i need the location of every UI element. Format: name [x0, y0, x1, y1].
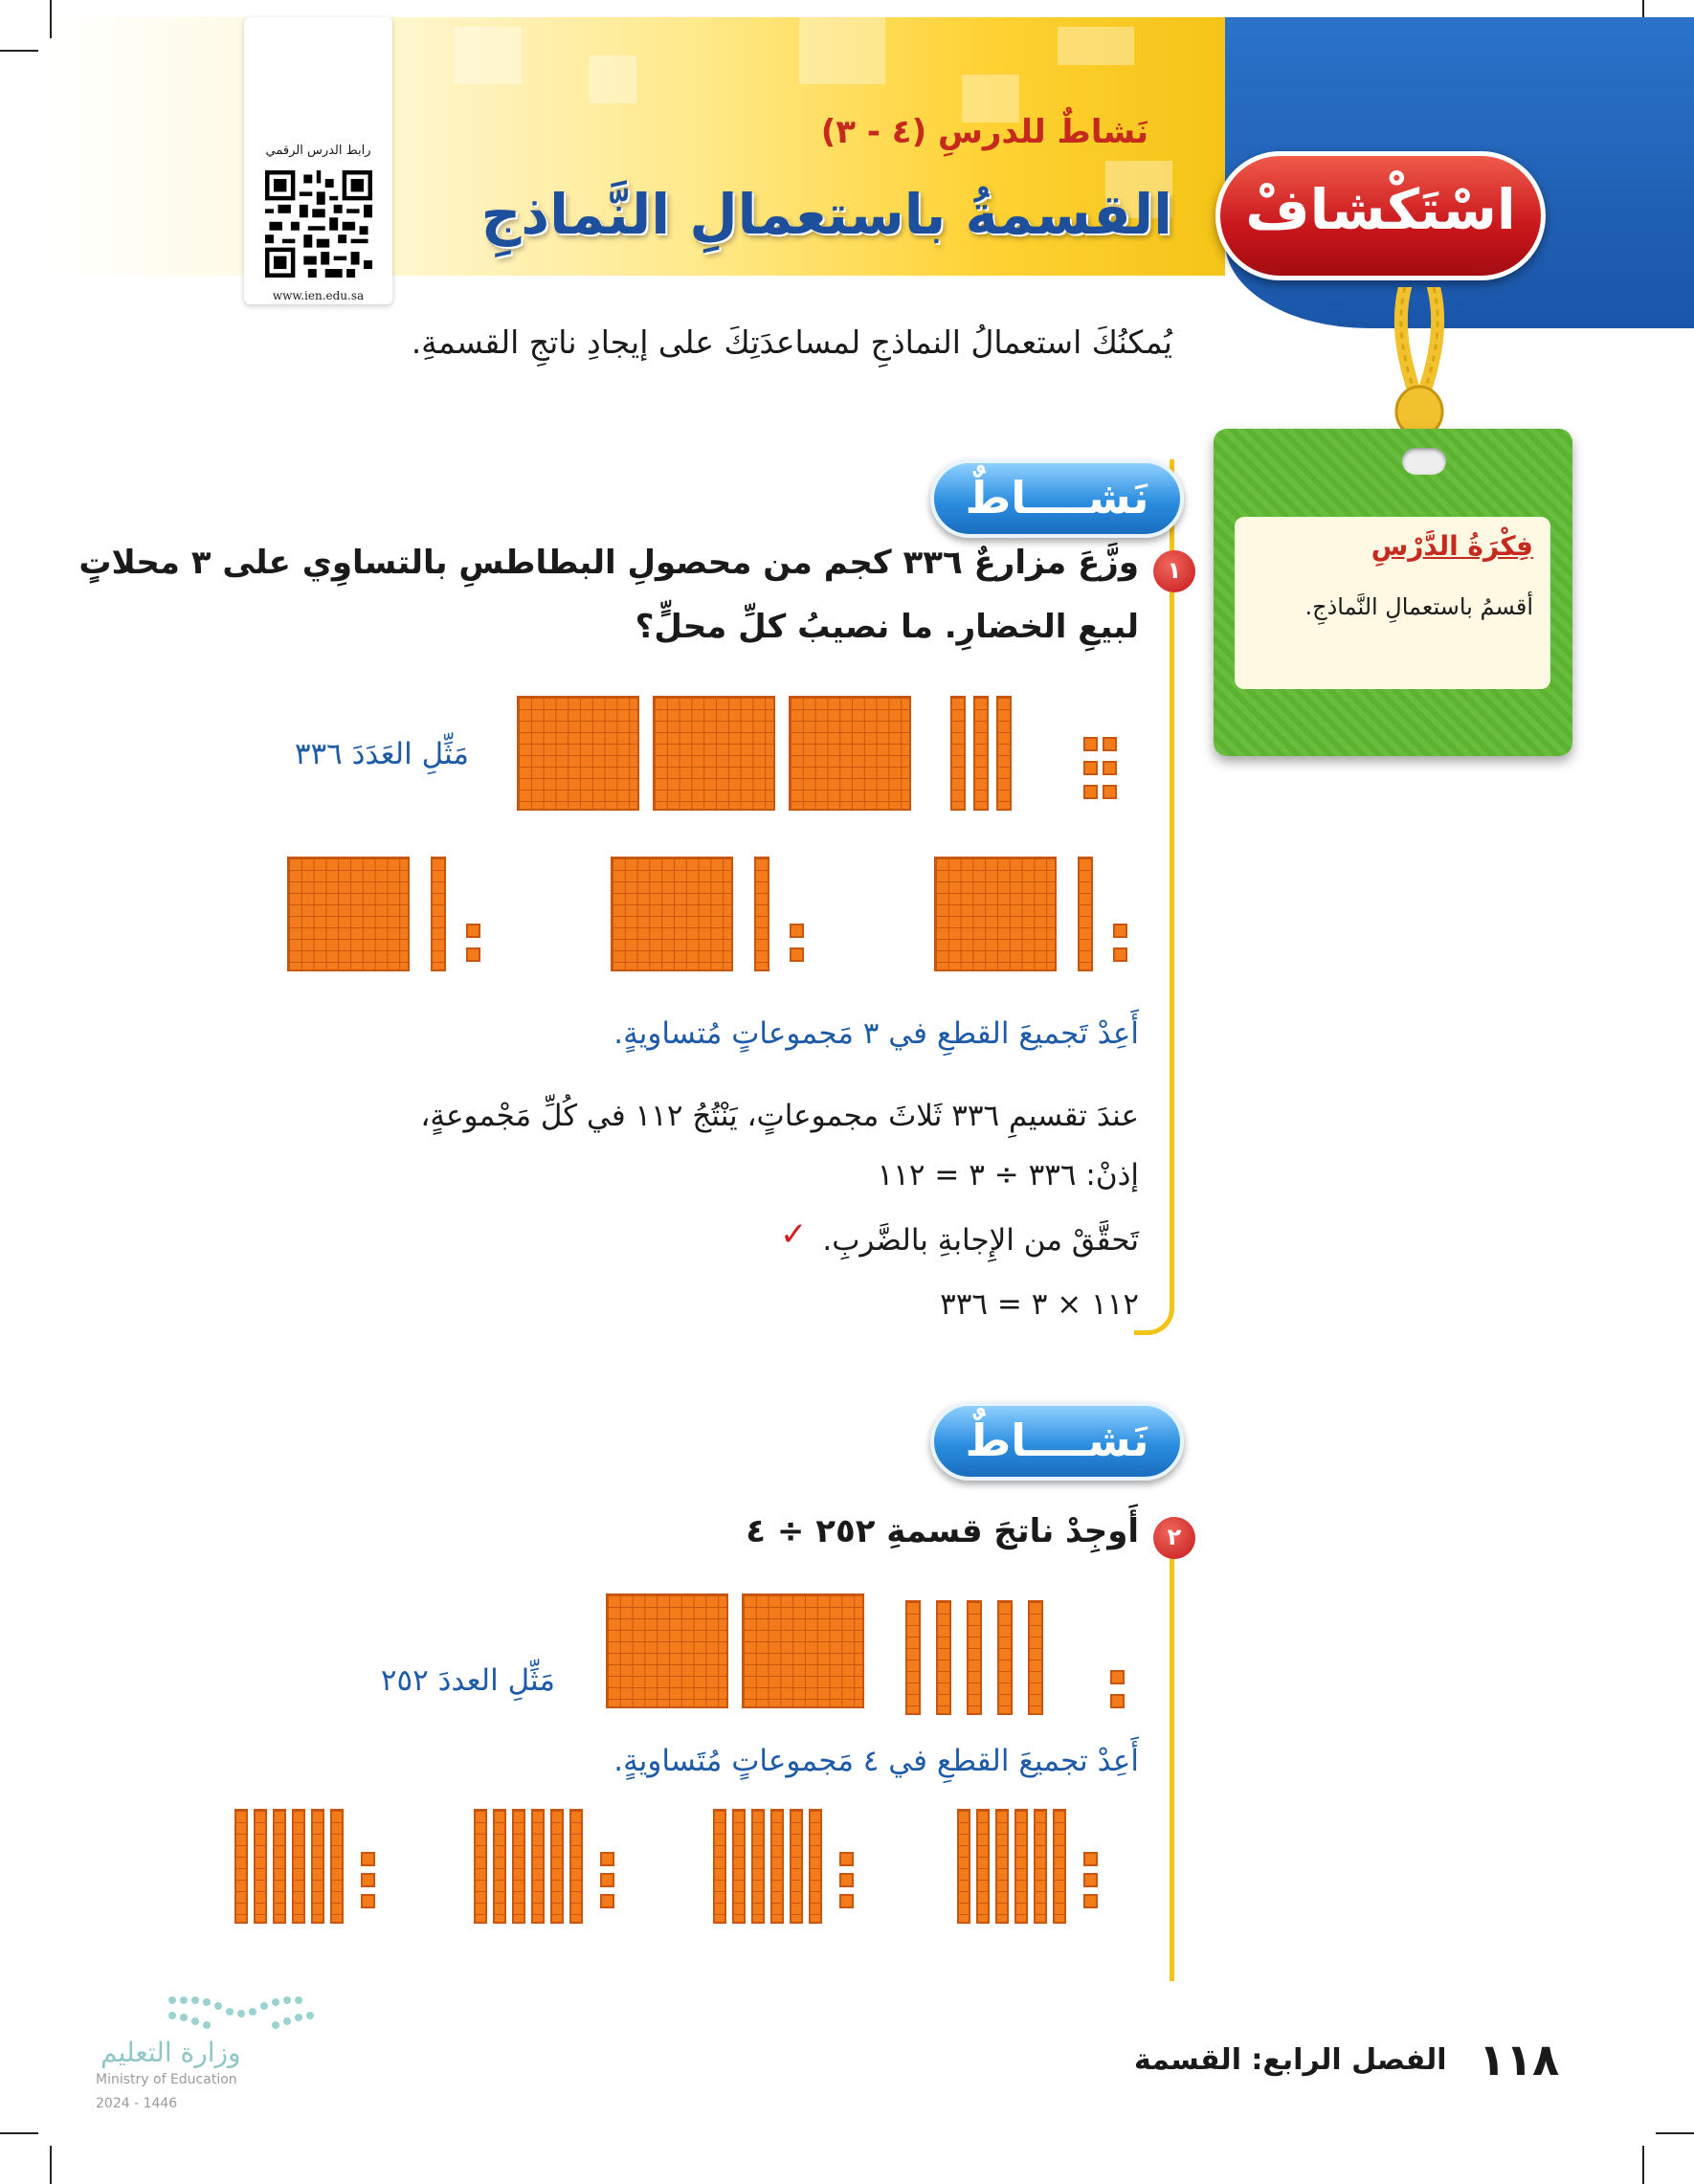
ones-unit — [1110, 1670, 1125, 1684]
ones-unit — [790, 947, 804, 962]
page-title: القسمةُ باستعمالِ النَّماذجِ — [480, 182, 1172, 247]
tens-rod — [936, 1600, 951, 1715]
hundreds-flat — [742, 1593, 864, 1708]
ministry-logo-icon — [163, 1991, 316, 2039]
regroup-label: أَعِدْ تَجميعَ القطعِ في ٣ مَجموعاتٍ مُتساويةٍ. — [613, 1016, 1139, 1051]
ones-unit — [839, 1873, 854, 1887]
explanation-text: عندَ تقسيمِ ٣٣٦ ثَلاثَ مجموعاتٍ، يَنْتُجُ ١١٢ في كُلِّ مَجْموعةٍ، — [420, 1099, 1139, 1133]
tens-rod — [1014, 1809, 1028, 1924]
ministry-name-ar: وزارة التعليم — [100, 2037, 241, 2068]
tens-rod — [431, 857, 446, 971]
bracket-line — [1134, 1517, 1174, 1981]
ones-unit — [361, 1873, 375, 1887]
crop-mark — [50, 2146, 52, 2184]
tens-rod — [1034, 1809, 1047, 1924]
tens-rod — [1028, 1600, 1043, 1715]
lesson-idea-text: أقسمُ باستعمالِ النَّماذجِ. — [1304, 593, 1533, 620]
tens-rod — [997, 1600, 1013, 1715]
bracket-line — [1134, 536, 1174, 1335]
tens-rod — [234, 1809, 248, 1924]
question-number: ١ — [1153, 550, 1195, 592]
question-line: لبيعِ الخضارِ. ما نصيبُ كلِّ محلٍّ؟ — [635, 608, 1139, 646]
ones-unit — [839, 1852, 854, 1866]
ones-unit — [1103, 761, 1117, 775]
hundreds-flat — [611, 857, 733, 971]
regroup-label: أَعِدْ تجميعَ القطعِ في ٤ مَجموعاتٍ مُتَساويةٍ. — [613, 1744, 1139, 1778]
tens-rod — [790, 1809, 803, 1924]
tens-rod — [995, 1809, 1009, 1924]
check-text: تَحقَّقْ من الإِجابةِ بالضَّربِ. — [822, 1223, 1139, 1258]
crop-mark — [0, 2132, 38, 2134]
card-hole — [1402, 448, 1446, 475]
tens-rod — [905, 1600, 921, 1715]
crop-mark — [50, 0, 52, 38]
question-number: ٢ — [1153, 1517, 1195, 1559]
lesson-idea-box — [1235, 517, 1550, 689]
ones-unit — [1083, 1873, 1098, 1887]
tens-rod — [493, 1809, 506, 1924]
tens-rod — [770, 1809, 784, 1924]
hundreds-flat — [287, 857, 410, 971]
tens-rod — [531, 1809, 545, 1924]
qr-code-icon[interactable] — [265, 170, 372, 278]
product-text: ١١٢ × ٣ = ٣٣٦ — [940, 1287, 1139, 1322]
tens-rod — [311, 1809, 324, 1924]
model-label: مَثِّلِ العددَ ٢٥٢ — [380, 1663, 555, 1698]
hundreds-flat — [789, 696, 911, 811]
tens-rod — [754, 857, 769, 971]
ones-unit — [361, 1894, 375, 1908]
check-mark-icon: ✓ — [780, 1215, 808, 1254]
ministry-year: 2024 - 1446 — [96, 2096, 178, 2111]
chapter-title: الفصل الرابع: القسمة — [1134, 2043, 1447, 2077]
question-line: أَوجِدْ ناتجَ قسمةِ ٢٥٢ ÷ ٤ — [746, 1512, 1139, 1550]
tens-rod — [713, 1809, 726, 1924]
ones-unit — [1113, 947, 1127, 962]
qr-url[interactable]: www.ien.edu.sa — [272, 289, 365, 302]
hundreds-flat — [606, 1593, 728, 1708]
tens-rod — [996, 696, 1012, 811]
ones-unit — [1083, 1852, 1098, 1866]
tens-rod — [330, 1809, 344, 1924]
intro-text: يُمكنُكَ استعمالُ النماذجِ لمساعدَتِكَ على إيجادِ ناتجِ القسمةِ. — [411, 323, 1172, 361]
activity-pill: نَشــــاطٌ — [930, 459, 1184, 538]
ones-unit — [1103, 785, 1117, 799]
tens-rod — [474, 1809, 487, 1924]
ones-unit — [466, 924, 480, 938]
crop-mark — [0, 50, 38, 52]
tens-rod — [550, 1809, 564, 1924]
explore-label: اسْتَكْشافْ — [1245, 177, 1516, 242]
crop-mark — [1642, 2146, 1644, 2184]
equation-text: إذنْ: ٣٣٦ ÷ ٣ = ١١٢ — [877, 1158, 1139, 1192]
crop-mark — [1656, 2132, 1694, 2134]
model-label: مَثِّلِ العَدَدَ ٣٣٦ — [294, 737, 469, 771]
hundreds-flat — [934, 857, 1057, 971]
tens-rod — [273, 1809, 286, 1924]
ones-unit — [600, 1852, 614, 1866]
ones-unit — [361, 1852, 375, 1866]
question-line: وزَّعَ مزارعٌ ٣٣٦ كجم من محصولِ البطاطسِ بالتساوِي على ٣ محلاتٍ — [78, 544, 1139, 582]
qr-card[interactable] — [244, 17, 392, 304]
tens-rod — [1053, 1809, 1066, 1924]
tens-rod — [751, 1809, 765, 1924]
lesson-idea-title: فِكْرَةُ الدَّرْسِ — [1371, 530, 1533, 562]
activity-title: نَشاطٌ للدرسِ (٤ - ٣) — [820, 113, 1148, 151]
explore-badge — [1215, 151, 1546, 280]
tens-rod — [732, 1809, 746, 1924]
tens-rod — [254, 1809, 267, 1924]
ones-unit — [1110, 1694, 1125, 1708]
ministry-name-en: Ministry of Education — [96, 2072, 237, 2087]
ones-unit — [839, 1894, 854, 1908]
ones-unit — [600, 1873, 614, 1887]
ones-unit — [1113, 924, 1127, 938]
tens-rod — [809, 1809, 822, 1924]
ones-unit — [1083, 761, 1098, 775]
tens-rod — [292, 1809, 305, 1924]
qr-label: رابط الدرس الرقمي — [265, 144, 371, 158]
tens-rod — [973, 696, 989, 811]
ones-unit — [1083, 737, 1098, 751]
tens-rod — [569, 1809, 583, 1924]
activity-pill: نَشــــاطٌ — [930, 1402, 1184, 1481]
page-number: ١١٨ — [1479, 2034, 1560, 2085]
tens-rod — [1078, 857, 1093, 971]
tens-rod — [957, 1809, 970, 1924]
ones-unit — [1083, 785, 1098, 799]
tens-rod — [512, 1809, 525, 1924]
ones-unit — [600, 1894, 614, 1908]
ones-unit — [790, 924, 804, 938]
hundreds-flat — [653, 696, 775, 811]
hundreds-flat — [517, 696, 639, 811]
tens-rod — [950, 696, 966, 811]
tens-rod — [967, 1600, 982, 1715]
ones-unit — [1083, 1894, 1098, 1908]
tens-rod — [976, 1809, 990, 1924]
ones-unit — [1103, 737, 1117, 751]
ones-unit — [466, 947, 480, 962]
